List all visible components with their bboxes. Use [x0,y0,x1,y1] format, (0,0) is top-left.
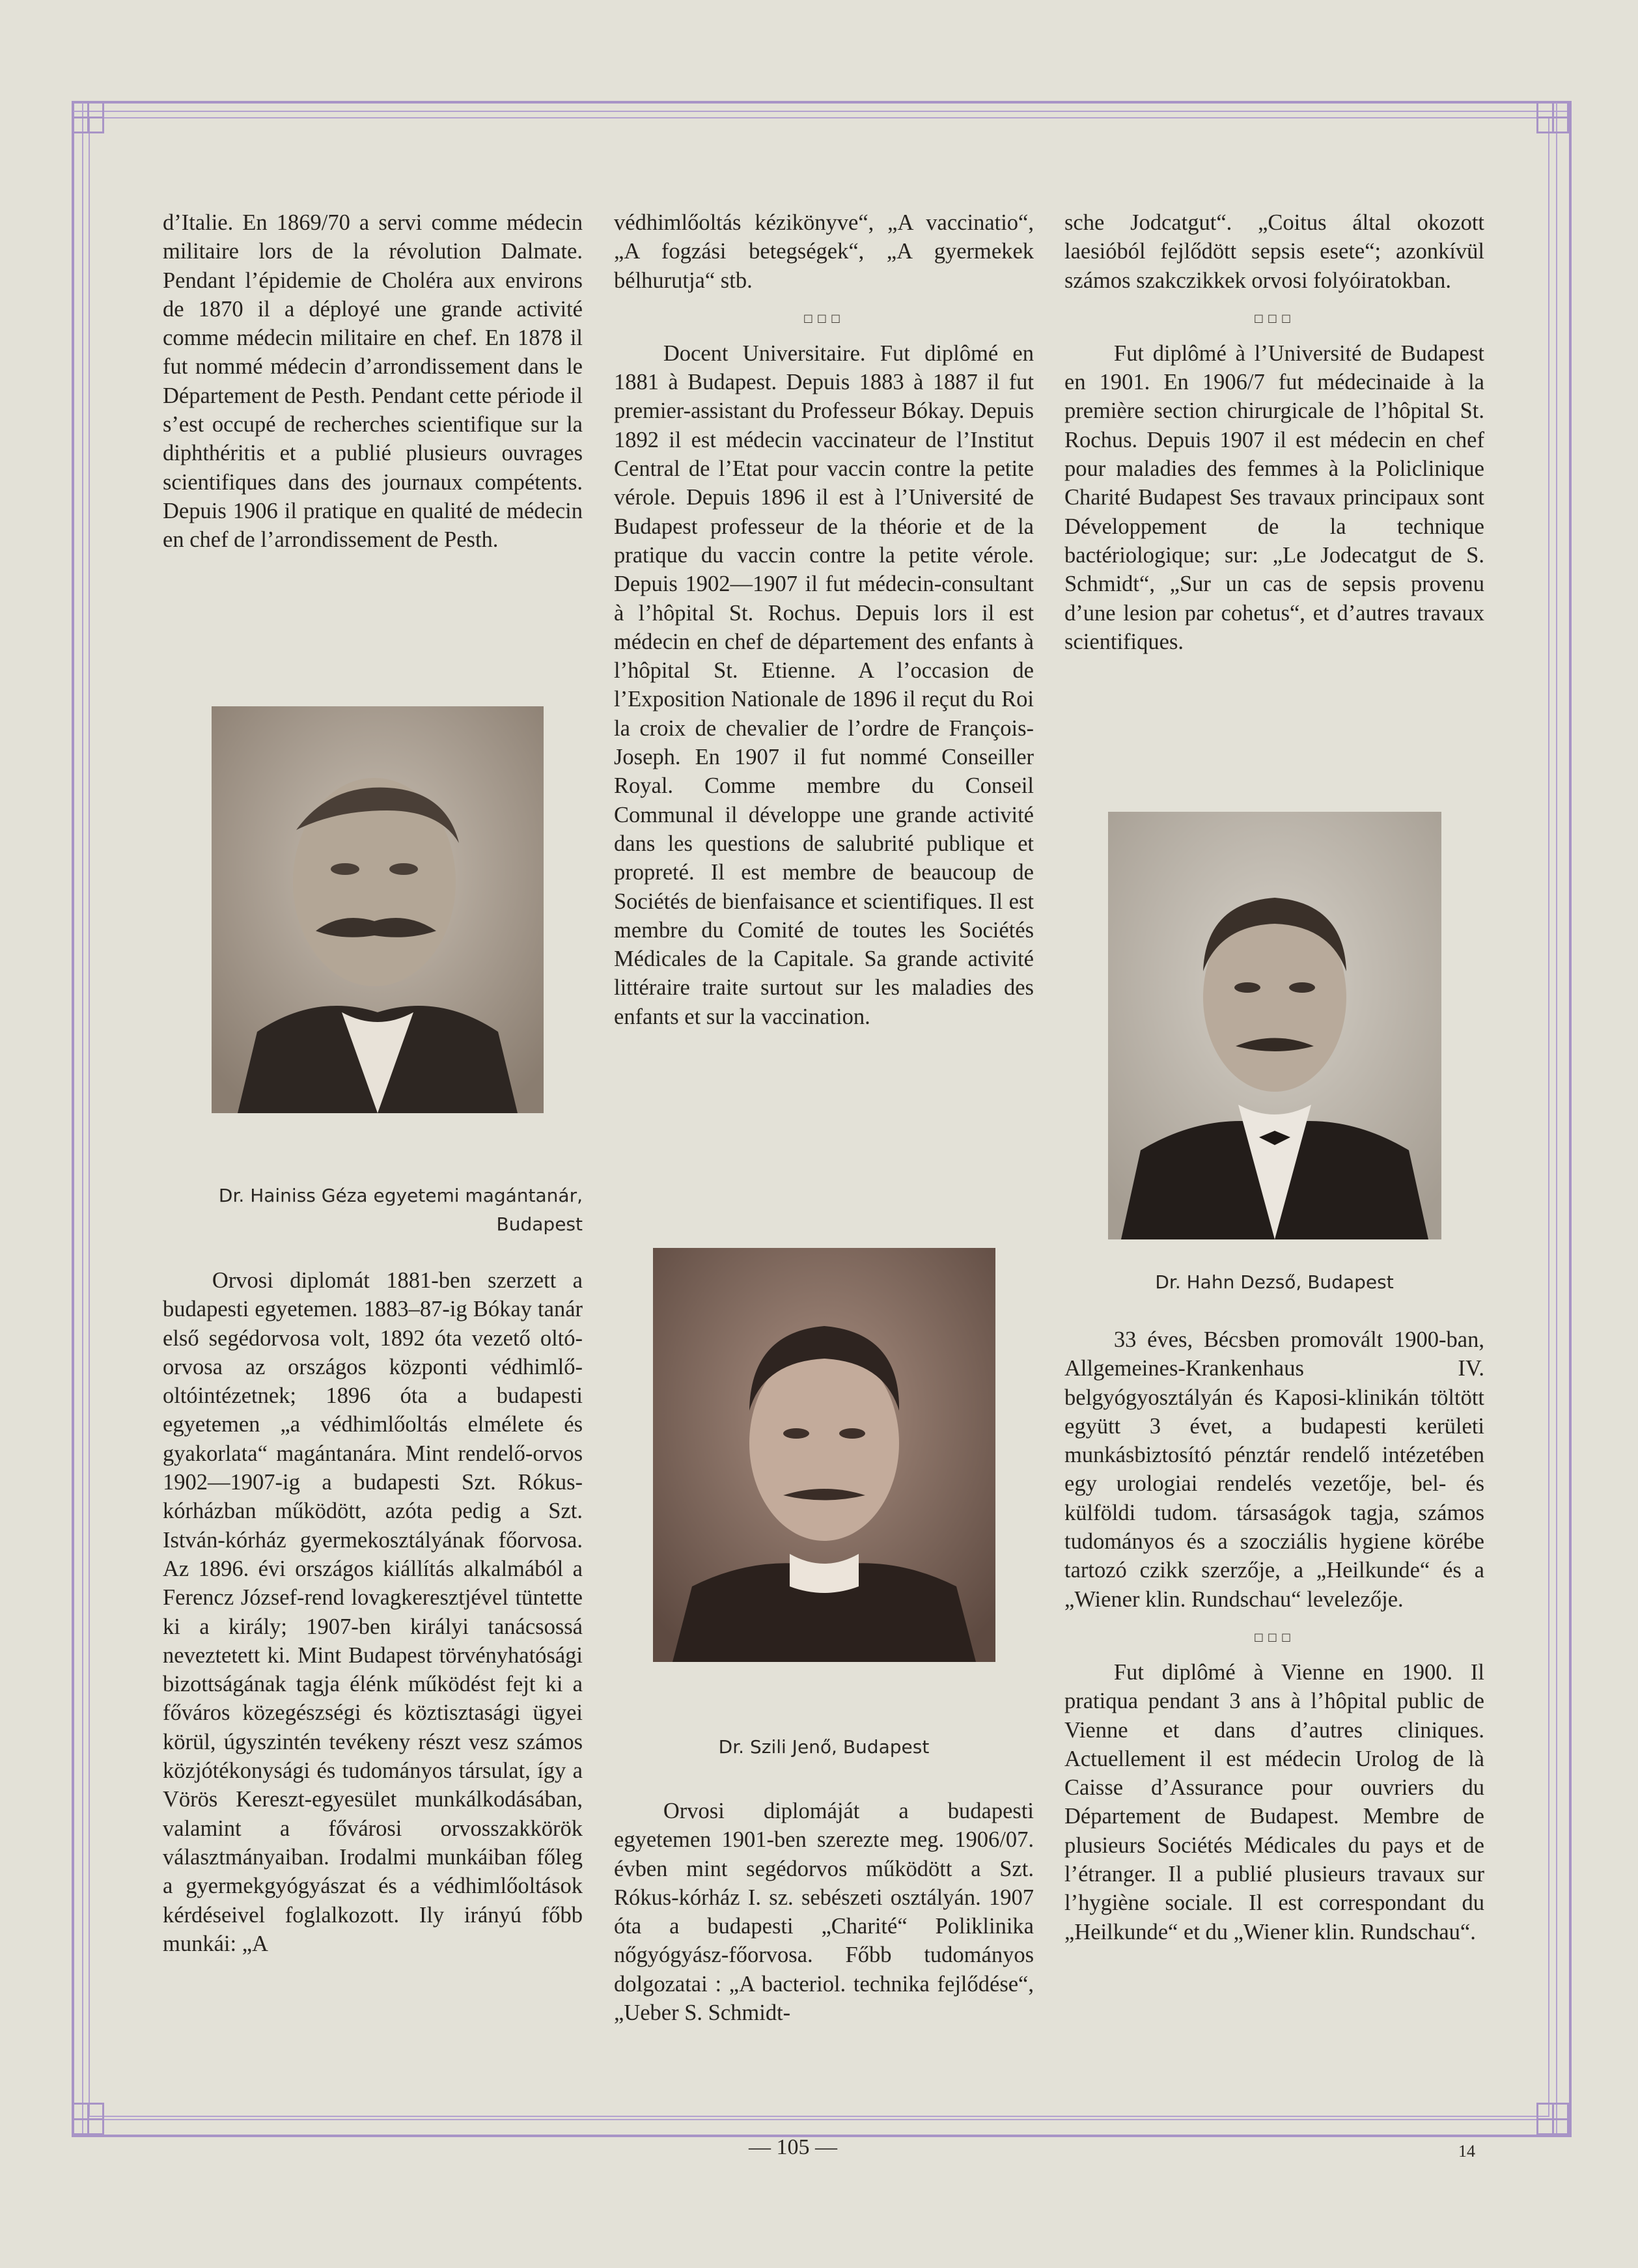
signature-mark: 14 [1458,2142,1475,2161]
column-1-top [163,208,583,555]
caption-line: Dr. Hainiss Géza egyetemi magántanár, [218,1185,583,1206]
section-separator: □□□ [1253,1630,1296,1643]
caption-hahn: Dr. Hahn Dezső, Budapest [1155,1271,1394,1293]
column-3-top [1064,208,1484,656]
caption-szili: Dr. Szili Jenő, Budapest [718,1736,930,1758]
page-number: — 105 — [749,2135,837,2159]
corner-ornament [72,101,104,133]
border-rule [72,111,1569,112]
paragraph: Orvosi diplomáját a budapesti egyetemen 1901-ben szerezte meg. 1906/07. évben mint segédorvos működött a Szt. Rókus-kórház I. sz. sebészeti osztályán. 1907 óta a budapesti „Charité“ Poliklinika nőgyógyász-főorvosa. Főbb tudományos dolgozatai : „A bacteriol. technika fejlődése“, „Ueber S. Schmidt- [614,1799,1034,2026]
column-1-bottom [163,1266,583,1958]
caption-line: Budapest [496,1213,583,1235]
border-rule [82,101,83,2135]
corner-ornament [72,2103,104,2135]
paragraph: 33 éves, Bécsben promovált 1900-ban, Allgemeines-Krankenhaus IV. belgyógyosztályán és Kaposi-klinikán töltött együtt 3 évet, a budapesti kerületi munkásbiztosító pénztár rendelő intézetében egy urologiai rendelés vezetője, bel- és külföldi tudom. társaságok tagja, számos tudományos és a szocziális hygiene körébe tartozó czikk szerzője, a „Heilkunde“ és a „Wiener klin. Rundschau“ levelezője. [1064,1327,1484,1612]
portrait-photo-hainiss [212,706,544,1113]
column-2-top [614,208,1034,1031]
corner-ornament [1536,2103,1569,2135]
caption-hainiss [163,1182,583,1239]
column-2-bottom [614,1797,1034,2027]
portrait-photo-szili [653,1248,995,1662]
border-rule [1556,101,1557,2135]
corner-ornament [1536,101,1569,133]
paragraph: Orvosi diplomát 1881-ben szerzett a budapesti egyetemen. 1883–87-ig Bókay tanár első segédorvosa volt, 1892 óta vezető oltó-orvosa az országos központi védhimlő-oltóintézetnek; 1896 óta a budapesti egyetemen „a védhimlőoltás elmélete és gyakorlata“ magántanára. Mint rendelő-orvos 1902—1907-ig a budapesti Szt. Rókus-kórházban működött, azóta pedig a Szt. István-kórház gyermekosztályának főorvosa. Az 1896. évi országos kiállítás alkalmából a Ferencz József-rend lovagkeresztjével tüntette ki a király; 1907-ben királyi tanácsossá neveztetett ki. Mint Budapest törvényhatósági bizottságának tagja élénk működést fejt ki a főváros közegészségi és köztisztasági ügyei körül, úgyszintén tevékeny részt vesz számos közjótékonysági és tudományos társulat, így a Vörös Kereszt-egyesület munkálkodásában, valamint a fővárosi orvosszakkörök választmányaiban. Irodalmi munkáiban főleg a gyermekgyógyászat és a védhimlőoltások kérdéseivel foglalkozott. Ily irányú főbb munkái: „A [163,1268,583,1956]
section-separator: □□□ [1253,311,1296,324]
paragraph: védhimlőoltás kézikönyve“, „A vaccinatio“, „A fogzási betegségek“, „A gyermekek bélhurutja“ stb. [614,210,1034,293]
section-separator: □□□ [803,311,845,324]
paragraph: Docent Universitaire. Fut diplômé en 1881 à Budapest. Depuis 1883 à 1887 il fut premier-assistant du Professeur Bókay. Depuis 1892 il est médecin vaccinateur de l’Institut Central de l’Etat pour vaccin contre la petite vérole. Depuis 1896 il est à l’Université de Budapest professeur de la théorie et de la pratique du vaccin contre la petite vérole. Depuis 1902—1907 il fut médecin-consultant à l’hôpital St. Rochus. Depuis lors il est médecin en chef de département des enfants à l’hôpital St. Etienne. A l’occasion de l’Exposition Nationale de 1896 il reçut du Roi la croix de chevalier de l’ordre de François-Joseph. En 1907 il fut nommé Conseiller Royal. Comme membre du Conseil Communal il développe une grande activité dans les questions de salubrité publique et propreté. Il est membre de beaucoup de Sociétés de bienfaisance et scientifiques. Il est membre du Comité de toutes les Sociétés Médicales de la Capitale. Sa grande activité littéraire traite surtout sur les maladies des enfants et sur la vaccination. [614,340,1034,1029]
paragraph: Fut diplômé à l’Université de Budapest en 1901. En 1906/7 fut médecinaide à la première section chirurgicale de l’hôpital St. Rochus. Depuis 1907 il est médecin en chef pour maladies des femmes à la Policlinique Charité Budapest Ses travaux principaux sont Développement de la technique bactériologique; sur: „Le Jodecatgut de S. Schmidt“, „Sur un cas de sepsis provenu d’une lesion par cohetus“, et d’autres travaux scientifiques. [1064,340,1484,654]
column-3-bottom [1064,1325,1484,1946]
paragraph: Fut diplômé à Vienne en 1900. Il pratiqua pendant 3 ans à l’hôpital public de Vienne et dans d’autres cliniques. Actuellement il est médecin Urolog de là Caisse d’Assurance pour ouvriers du Département de Budapest. Membre de plusieurs Sociétés Médicales du pays et de l’étranger. Il a publié plusieurs travaux sur l’hygiène sociale. Il est correspondant du „Heilkunde“ et du „Wiener klin. Rundschau“. [1064,1659,1484,1944]
border-rule [72,2119,1569,2120]
portrait-photo-hahn [1108,812,1441,1239]
paragraph: sche Jodcatgut“. „Coitus által okozott laesióból fejlődött sepsis esete“; azonkívül számos szakczikkek orvosi folyóiratokban. [1064,210,1484,293]
paragraph: d’Italie. En 1869/70 a servi comme médecin militaire lors de la révolution Dalmate. Pendant l’épidemie de Choléra aux environs de 1870 il a déployé une grande activité comme médecin militaire en chef. En 1878 il fut nommé médecin d’arrondissement dans le Département de Pesth. Pendant cette période il s’est occupé de recherches scientifique sur la diphthéritis et a publié plusieurs ouvrages scientifiques dans des journaux compétents. Depuis 1906 il pratique en qualité de médecin en chef de l’arrondissement de Pesth. [163,210,583,553]
